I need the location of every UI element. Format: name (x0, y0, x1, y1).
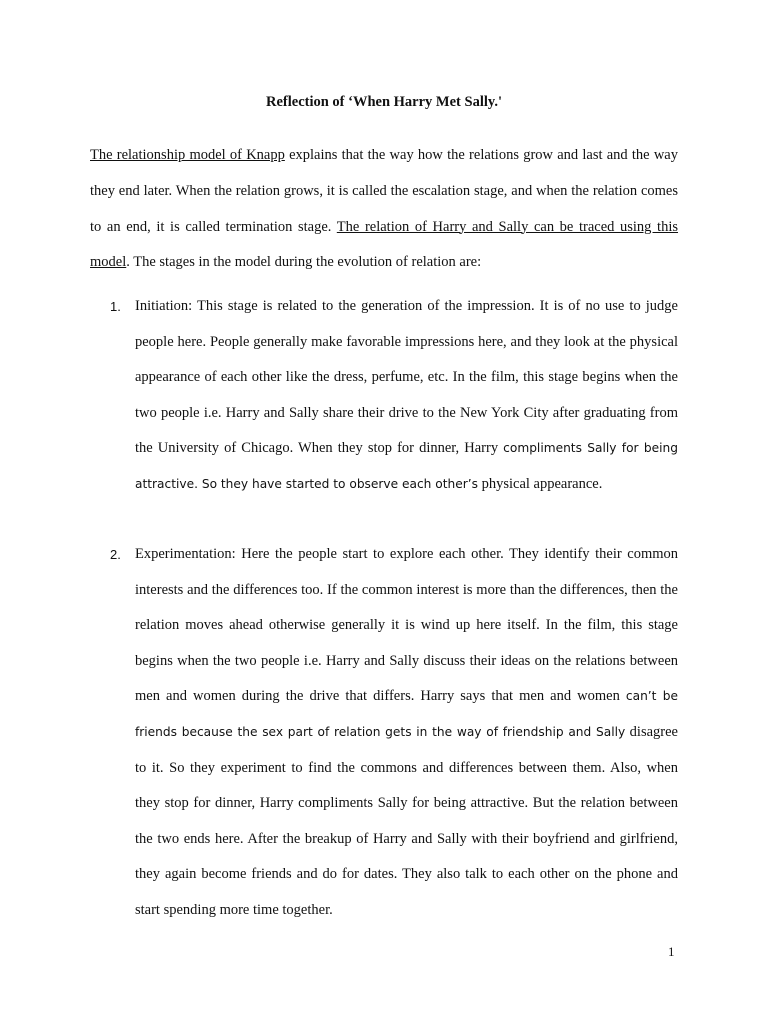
list-item-initiation (110, 289, 678, 503)
list-item-text-sans: compliments Sally for being attractive. So they have started to observe each other’s (135, 441, 678, 491)
intro-paragraph (90, 138, 678, 281)
document-title: Reflection of ‘When Harry Met Sally.' (266, 94, 502, 110)
list-item-text: physical appearance. (477, 475, 603, 492)
intro-text-part-2: . The stages in the model during the evolution of relation are: (126, 254, 482, 271)
harry-sally-underlined-text: The relation of Harry and Sally can be traced using this model (90, 218, 679, 271)
intro-text-part-1: explains that the way how the relations grow and last and the way they end later. When the relation grows, it is called the escalation stage, and when the relation comes to an end, it is called termination stage. (90, 147, 678, 235)
list-item-text-sans: can’t be friends because the sex part of relation gets in the way of friendship and Sally (135, 689, 678, 739)
knapp-model-underlined-text: The relationship model of Knapp (90, 147, 285, 163)
list-item-text: disagree to it. So they experiment to find the commons and differences between them. Also, when they stop for dinner, Harry compliments Sally for being attractive. But the relation between the two ends here. After the breakup of Harry and Sally with their boyfriend and girlfriend, they again become friends and do for dates. They also talk to each other on the phone and start spending more time together. (135, 723, 678, 918)
list-item-number: 1. (110, 299, 121, 314)
list-item-text: Experimentation: Here the people start to explore each other. They identify their common interests and the differences too. If the common interest is more than the differences, then the relation moves ahead otherwise generally it is wind up here itself. In the film, this stage begins when the two people i.e. Harry and Sally discuss their ideas on the relations between men and women during the drive that differs. Harry says that men and women (135, 546, 678, 705)
list-item-number: 2. (110, 547, 121, 562)
list-item-text: Initiation: This stage is related to the generation of the impression. It is of no use to judge people here. People generally make favorable impressions here, and they look at the physical appearance of each other like the dress, perfume, etc. In the film, this stage begins when the two people i.e. Harry and Sally share their drive to the New York City after graduating from the University of Chicago. When they stop for dinner, Harry (135, 298, 678, 457)
list-item-experimentation (110, 537, 678, 929)
page-number: 1 (668, 944, 675, 959)
